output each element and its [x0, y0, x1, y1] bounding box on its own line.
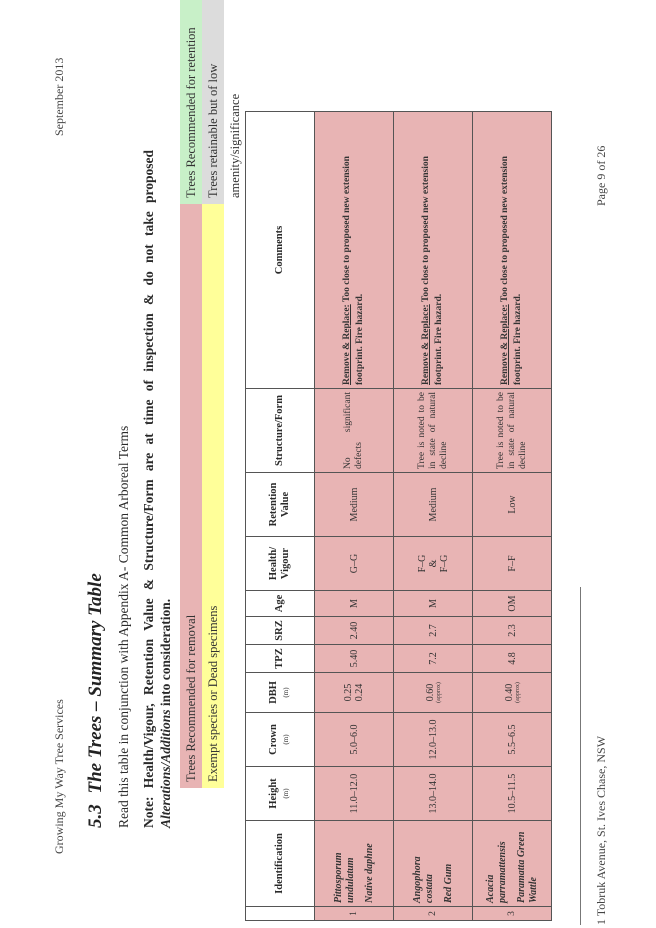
- comments-cell: [394, 112, 473, 389]
- height-cell: 10.5–11.5: [473, 767, 552, 821]
- footer-address: 1 Tobruk Avenue, St. Ives Chase, NSW: [594, 735, 608, 925]
- header-date: September 2013: [52, 57, 66, 136]
- col-identification: Identification: [246, 821, 315, 907]
- col-crown-unit: (m): [282, 734, 290, 745]
- legend-exempt: Exempt species or Dead specimens: [202, 204, 224, 788]
- crown-cell: 12.0–13.0: [394, 713, 473, 767]
- common-name: Paramatta Green Wattle: [515, 831, 539, 903]
- comment-action: Remove & Replace:: [342, 304, 352, 385]
- read-instruction: Read this table in conjunction with Appendix A- Common Arboreal Terms: [116, 425, 131, 828]
- srz-cell: 2.40: [315, 617, 394, 645]
- health-value-2: F–G: [438, 554, 450, 573]
- height-cell: 11.0–12.0: [315, 767, 394, 821]
- retention-cell: Medium: [315, 473, 394, 537]
- note-italic: Alterations/Additions: [158, 709, 173, 828]
- common-name: Native daphne: [363, 843, 375, 903]
- botanical-genus: Angophora: [411, 856, 423, 903]
- table-header-row: [246, 112, 315, 921]
- health-ampersand: &: [427, 559, 439, 568]
- health-value: G–G: [348, 553, 360, 574]
- comment-text: Too close to proposed new extension footprint. Fire hazard.: [500, 156, 523, 385]
- comments-cell: [473, 112, 552, 389]
- age-cell: OM: [473, 591, 552, 617]
- dbh-cell: [315, 673, 394, 713]
- note-label: Note:: [141, 796, 156, 828]
- age-cell: M: [394, 591, 473, 617]
- section-number: 5.3: [85, 804, 106, 828]
- dbh-cell: [473, 673, 552, 713]
- health-value: F–G: [416, 554, 428, 573]
- footer-rule: [580, 587, 581, 925]
- srz-cell: 2.3: [473, 617, 552, 645]
- col-height-label: Height: [268, 778, 279, 809]
- botanical-genus: Acacia: [484, 874, 496, 903]
- legend-removal: Trees Recommended for removal: [180, 204, 202, 788]
- dbh-value: 0.60: [424, 683, 436, 702]
- dbh-value-2: 0.24: [354, 683, 365, 702]
- comments-cell: [315, 112, 394, 389]
- table-row: [394, 112, 473, 921]
- health-value: F–F: [506, 555, 518, 572]
- tree-summary-table: [245, 111, 552, 921]
- structure-cell: Tree is noted to be in state of natural decline: [473, 389, 552, 473]
- comment-text: Too close to proposed new extension footprint. Fire hazard.: [342, 156, 365, 385]
- dbh-value: 0.40: [503, 683, 515, 702]
- crown-cell: 5.5–6.5: [473, 713, 552, 767]
- health-cell: [473, 537, 552, 591]
- col-age: Age: [246, 591, 315, 617]
- comment-text: Too close to proposed new extension footprint. Fire hazard.: [421, 156, 444, 385]
- legend-retention: Trees Recommended for retention: [180, 0, 202, 204]
- botanical-species: parramattensis: [496, 841, 508, 903]
- comment-action: Remove & Replace:: [500, 304, 510, 385]
- note-tail: into consideration.: [158, 598, 173, 707]
- col-dbh-label: DBH: [268, 681, 279, 704]
- table-row: [315, 112, 394, 921]
- row-number: 1: [315, 907, 394, 921]
- col-dbh: [246, 673, 315, 713]
- col-number: [246, 907, 315, 921]
- tpz-cell: 5.40: [315, 645, 394, 673]
- footer-page-number: Page 9 of 26: [594, 145, 608, 206]
- common-name: Red Gum: [442, 863, 454, 903]
- dbh-approx: (approx): [514, 682, 521, 703]
- retention-cell: Medium: [394, 473, 473, 537]
- section-title: [85, 573, 107, 828]
- col-structure: Structure/Form: [246, 389, 315, 473]
- age-cell: M: [315, 591, 394, 617]
- height-cell: 13.0–14.0: [394, 767, 473, 821]
- col-retention: Retention Value: [246, 473, 315, 537]
- botanical-species: undulatum: [344, 857, 356, 903]
- health-cell: [315, 537, 394, 591]
- row-number: 2: [394, 907, 473, 921]
- crown-cell: 5.0–6.0: [315, 713, 394, 767]
- col-health: Health/ Vigour: [246, 537, 315, 591]
- retention-cell: Low: [473, 473, 552, 537]
- botanical-genus: Pittosporum: [332, 852, 344, 903]
- col-srz: SRZ: [246, 617, 315, 645]
- tpz-cell: 7.2: [394, 645, 473, 673]
- col-height-unit: (m): [282, 788, 290, 799]
- note-paragraph: [140, 150, 174, 828]
- col-tpz: TPZ: [246, 645, 315, 673]
- structure-cell: No significant defects: [315, 389, 394, 473]
- dbh-value: 0.25: [343, 683, 354, 702]
- health-cell: [394, 537, 473, 591]
- structure-cell: Tree is noted to be in state of natural decline: [394, 389, 473, 473]
- botanical-species: costata: [423, 874, 435, 903]
- table-row: [473, 112, 552, 921]
- col-crown-label: Crown: [268, 724, 279, 755]
- col-crown: [246, 713, 315, 767]
- header-company: Growing My Way Tree Services: [52, 699, 66, 854]
- srz-cell: 2.7: [394, 617, 473, 645]
- row-number: 3: [473, 907, 552, 921]
- dbh-cell: [394, 673, 473, 713]
- note-text: Health/Vigour, Retention Value & Structure/Form are at time of inspection & do not take proposed: [141, 149, 156, 789]
- identification-cell: [394, 821, 473, 907]
- comment-action: Remove & Replace:: [421, 304, 431, 385]
- identification-cell: [315, 821, 394, 907]
- dbh-approx: (approx): [435, 682, 442, 703]
- tpz-cell: 4.8: [473, 645, 552, 673]
- col-comments: Comments: [246, 112, 315, 389]
- col-height: [246, 767, 315, 821]
- col-dbh-unit: (m): [282, 687, 290, 698]
- legend-low: Trees retainable but of low amenity/significance: [202, 0, 224, 204]
- identification-cell: [473, 821, 552, 907]
- section-title-text: The Trees – Summary Table: [85, 573, 106, 794]
